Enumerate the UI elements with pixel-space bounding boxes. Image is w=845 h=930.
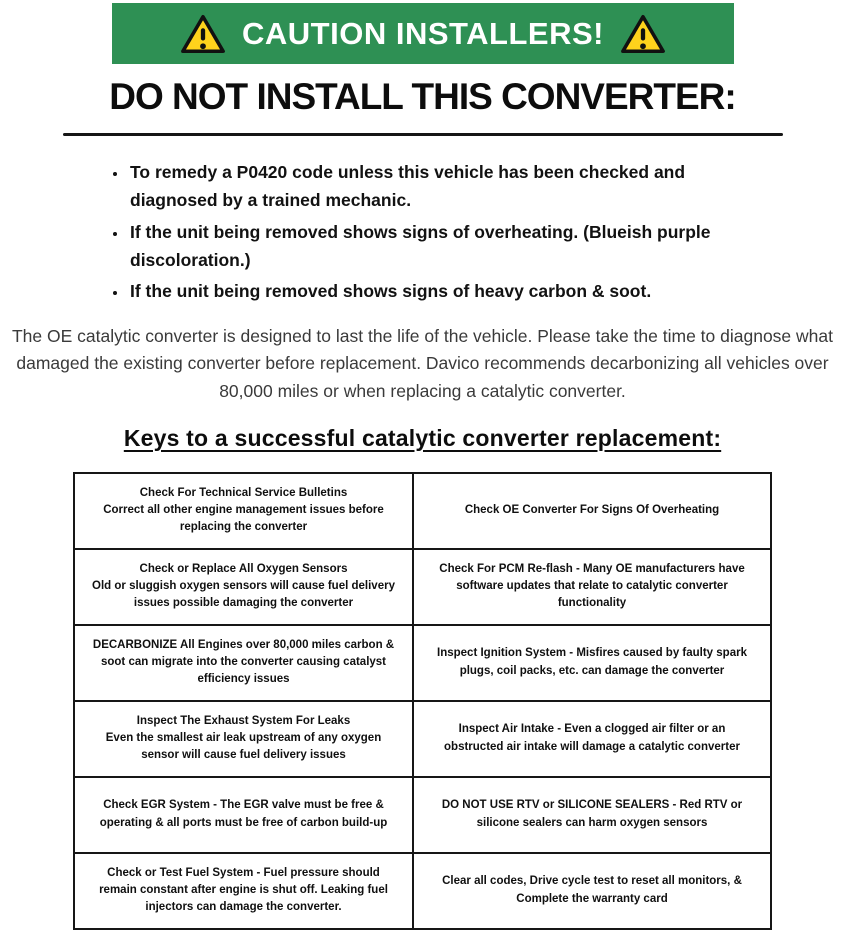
table-cell <box>74 701 413 777</box>
installer-caution-flyer <box>0 3 845 922</box>
table-row <box>74 625 771 701</box>
table-row <box>74 701 771 777</box>
cell-body: Clear all codes, Drive cycle test to reset all monitors, & Complete the warranty card <box>442 875 742 905</box>
cell-heading: Check or Replace All Oxygen Sensors <box>139 562 348 575</box>
table-cell <box>74 625 413 701</box>
table-cell <box>74 777 413 853</box>
table-cell <box>413 549 771 625</box>
cell-body: DO NOT USE RTV or SILICONE SEALERS - Red RTV or silicone sealers can harm oxygen sensors <box>441 799 743 829</box>
warning-list-item: • To remedy a P0420 code unless this vehicle has been checked and diagnosed by a trained mechanic. <box>128 158 753 215</box>
table-cell <box>413 473 771 549</box>
intro-paragraph: The OE catalytic converter is designed to last the life of the vehicle. Please take the time to diagnose what damaged the existing converter before replacement. Davico recommends decarbonizing all vehicles over 80,000 miles or when replacing a catalytic converter. <box>11 325 833 401</box>
caution-banner-text: CAUTION INSTALLERS! <box>242 15 604 51</box>
page-title: DO NOT INSTALL THIS CONVERTER: <box>109 76 736 117</box>
table-cell <box>74 853 413 929</box>
keys-heading: Keys to a successful catalytic converter replacement: <box>123 424 722 451</box>
cell-body: DECARBONIZE All Engines over 80,000 miles carbon & soot can migrate into the converter causing catalyst efficiency issues <box>92 638 395 686</box>
cell-body: Even the smallest air leak upstream of any oxygen sensor will cause fuel delivery issues <box>105 732 382 762</box>
cell-body: Check For PCM Re-flash - Many OE manufacturers have software updates that relate to catalytic converter functionality <box>439 562 745 610</box>
table-cell <box>413 701 771 777</box>
table-cell <box>74 473 413 549</box>
replacement-keys-table <box>73 472 772 930</box>
warning-list-item: • If the unit being removed shows signs of overheating. (Blueish purple discoloration.) <box>128 218 753 275</box>
table-row <box>74 853 771 929</box>
table-row <box>74 777 771 853</box>
cell-body: Inspect Ignition System - Misfires caused by faulty spark plugs, coil packs, etc. can damage the converter <box>437 647 747 677</box>
cell-body: Inspect Air Intake - Even a clogged air filter or an obstructed air intake will damage a catalytic converter <box>444 723 740 753</box>
cell-body: Old or sluggish oxygen sensors will cause fuel delivery issues possible damaging the converter <box>92 580 395 610</box>
title-divider <box>63 133 783 136</box>
cell-heading: Inspect The Exhaust System For Leaks <box>136 714 351 727</box>
caution-banner <box>112 3 734 64</box>
table-row <box>74 473 771 549</box>
warning-list <box>128 158 753 306</box>
cell-heading: Check For Technical Service Bulletins <box>139 486 348 499</box>
table-cell <box>413 625 771 701</box>
warning-list-item: • If the unit being removed shows signs of heavy carbon & soot. <box>128 277 753 305</box>
cell-heading: Check OE Converter For Signs Of Overheating <box>464 504 720 517</box>
warning-triangle-icon <box>620 13 666 55</box>
cell-body: Check or Test Fuel System - Fuel pressure should remain constant after engine is shut off. Leaking fuel injectors can damage the converter. <box>99 866 388 914</box>
warning-triangle-icon <box>180 13 226 55</box>
cell-body: Check EGR System - The EGR valve must be free & operating & all ports must be free of carbon build-up <box>99 799 388 829</box>
table-cell <box>74 549 413 625</box>
table-cell <box>413 853 771 929</box>
table-cell <box>413 777 771 853</box>
cell-body: Correct all other engine management issues before replacing the converter <box>103 504 384 534</box>
table-row <box>74 549 771 625</box>
